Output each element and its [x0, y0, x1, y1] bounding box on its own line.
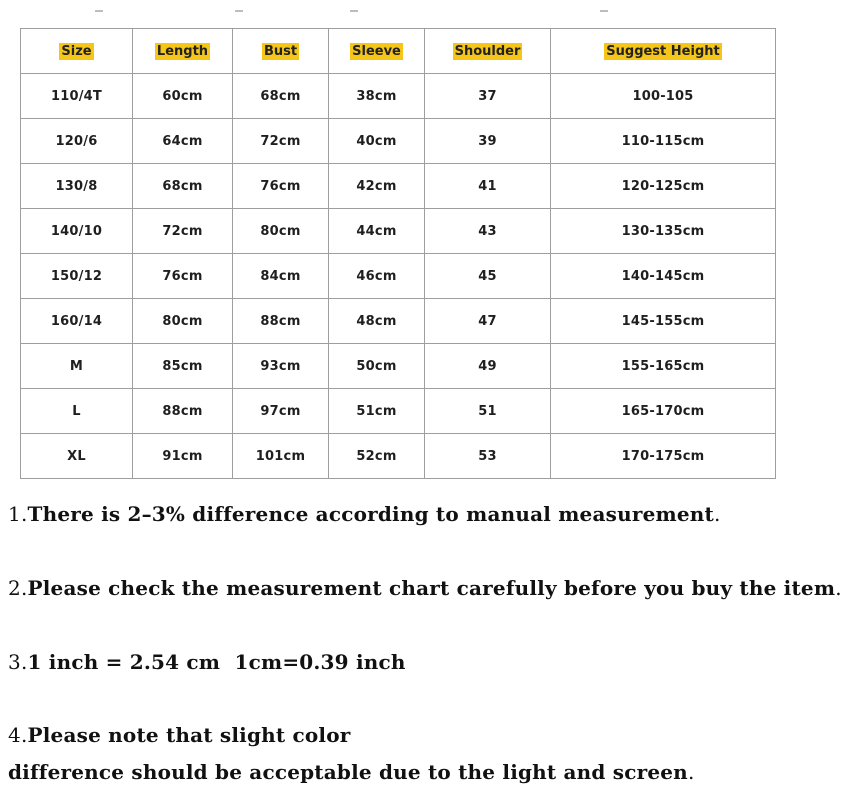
- cell-size: 150/12: [21, 254, 133, 299]
- cell-suggest-height: 100-105: [551, 74, 776, 119]
- cell-shoulder: 39: [425, 119, 551, 164]
- cell-bust: 80cm: [233, 209, 329, 254]
- note-4: 4.Please note that slight color: [8, 723, 351, 747]
- cell-size: 120/6: [21, 119, 133, 164]
- header-suggest-height: Suggest Height: [551, 29, 776, 74]
- cropped-caption-remnant: [20, 6, 775, 26]
- cell-sleeve: 51cm: [329, 389, 425, 434]
- note-4-continuation: difference should be acceptable due to the light and screen.: [8, 760, 695, 784]
- note-text: There is 2–3% difference according to manual measurement: [27, 502, 714, 526]
- note-number: 3: [8, 650, 21, 674]
- cell-size: M: [21, 344, 133, 389]
- cell-length: 76cm: [133, 254, 233, 299]
- cell-length: 91cm: [133, 434, 233, 479]
- cell-sleeve: 52cm: [329, 434, 425, 479]
- cell-shoulder: 49: [425, 344, 551, 389]
- cell-shoulder: 37: [425, 74, 551, 119]
- header-sleeve: Sleeve: [329, 29, 425, 74]
- cell-size: 160/14: [21, 299, 133, 344]
- cell-length: 72cm: [133, 209, 233, 254]
- note-number: 2: [8, 576, 21, 600]
- cell-length: 85cm: [133, 344, 233, 389]
- cell-shoulder: 45: [425, 254, 551, 299]
- cell-sleeve: 46cm: [329, 254, 425, 299]
- header-shoulder: Shoulder: [425, 29, 551, 74]
- table-row: [21, 299, 776, 344]
- cell-bust: 84cm: [233, 254, 329, 299]
- cell-sleeve: 42cm: [329, 164, 425, 209]
- cell-sleeve: 48cm: [329, 299, 425, 344]
- table-row: [21, 254, 776, 299]
- cell-size: 110/4T: [21, 74, 133, 119]
- cell-bust: 97cm: [233, 389, 329, 434]
- header-bust: Bust: [233, 29, 329, 74]
- note-text: 1 inch = 2.54 cm 1cm=0.39 inch: [27, 650, 406, 674]
- cell-size: XL: [21, 434, 133, 479]
- table-row: [21, 119, 776, 164]
- cell-size: 140/10: [21, 209, 133, 254]
- note-3: 3.1 inch = 2.54 cm 1cm=0.39 inch: [8, 650, 406, 674]
- table-row: [21, 74, 776, 119]
- cell-length: 80cm: [133, 299, 233, 344]
- cell-sleeve: 44cm: [329, 209, 425, 254]
- size-chart-table: [20, 28, 776, 479]
- table-row: [21, 209, 776, 254]
- table-row: [21, 389, 776, 434]
- cell-sleeve: 50cm: [329, 344, 425, 389]
- cell-shoulder: 41: [425, 164, 551, 209]
- note-text: Please check the measurement chart carefully before you buy the item: [27, 576, 836, 600]
- table-header-row: [21, 29, 776, 74]
- cell-suggest-height: 170-175cm: [551, 434, 776, 479]
- cell-suggest-height: 120-125cm: [551, 164, 776, 209]
- note-2: 2.Please check the measurement chart carefully before you buy the item.: [8, 576, 842, 600]
- cell-shoulder: 51: [425, 389, 551, 434]
- table-row: [21, 434, 776, 479]
- note-text: Please note that slight color: [27, 723, 351, 747]
- cell-bust: 76cm: [233, 164, 329, 209]
- cell-bust: 68cm: [233, 74, 329, 119]
- cell-length: 60cm: [133, 74, 233, 119]
- cell-bust: 88cm: [233, 299, 329, 344]
- cell-bust: 72cm: [233, 119, 329, 164]
- cell-size: 130/8: [21, 164, 133, 209]
- cell-suggest-height: 145-155cm: [551, 299, 776, 344]
- cell-sleeve: 38cm: [329, 74, 425, 119]
- cell-shoulder: 43: [425, 209, 551, 254]
- cell-sleeve: 40cm: [329, 119, 425, 164]
- table-row: [21, 164, 776, 209]
- cell-bust: 101cm: [233, 434, 329, 479]
- cell-suggest-height: 130-135cm: [551, 209, 776, 254]
- cell-size: L: [21, 389, 133, 434]
- note-number: 4: [8, 723, 21, 747]
- cell-length: 64cm: [133, 119, 233, 164]
- cell-suggest-height: 165-170cm: [551, 389, 776, 434]
- note-text: difference should be acceptable due to the light and screen: [8, 760, 688, 784]
- table-row: [21, 344, 776, 389]
- cell-suggest-height: 110-115cm: [551, 119, 776, 164]
- cell-suggest-height: 140-145cm: [551, 254, 776, 299]
- cell-bust: 93cm: [233, 344, 329, 389]
- cell-shoulder: 53: [425, 434, 551, 479]
- cell-suggest-height: 155-165cm: [551, 344, 776, 389]
- note-1: 1.There is 2–3% difference according to manual measurement.: [8, 502, 721, 526]
- cell-shoulder: 47: [425, 299, 551, 344]
- cell-length: 88cm: [133, 389, 233, 434]
- header-length: Length: [133, 29, 233, 74]
- note-number: 1: [8, 502, 21, 526]
- header-size: Size: [21, 29, 133, 74]
- cell-length: 68cm: [133, 164, 233, 209]
